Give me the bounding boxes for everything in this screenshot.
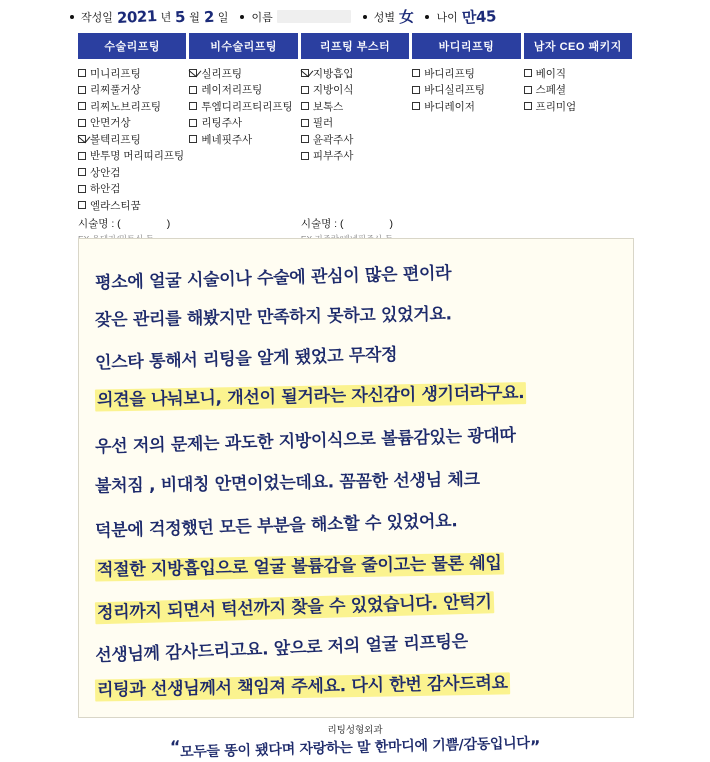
checkbox-row[interactable] bbox=[301, 115, 409, 132]
note-line-text: 리팅과 선생님께서 책임져 주세요. 다시 한번 감사드려요 bbox=[95, 672, 510, 701]
category-header-surgical-lifting: 수술리프팅 bbox=[78, 33, 186, 59]
checkbox-icon[interactable] bbox=[189, 119, 197, 127]
checkbox-row[interactable] bbox=[189, 131, 297, 148]
footer-quote: 모두들 똥이 됐다며 자랑하는 말 한마디에 기쁨/감동입니다 bbox=[180, 735, 530, 761]
checkbox-row-selected[interactable] bbox=[78, 131, 186, 148]
checkbox-icon[interactable] bbox=[301, 152, 309, 160]
checkbox-label: 프리미엄 bbox=[535, 100, 577, 113]
checkbox-label: 상안검 bbox=[90, 166, 121, 179]
checkbox-row[interactable] bbox=[78, 65, 186, 82]
category-header-male-ceo-package: 남자 CEO 패키지 bbox=[524, 33, 632, 59]
checkbox-label: 반투명 머리띠리프팅 bbox=[90, 150, 185, 163]
checkbox-checked-icon[interactable] bbox=[301, 69, 309, 77]
checkbox-label: 볼텍리프팅 bbox=[90, 133, 141, 146]
checkbox-icon[interactable] bbox=[78, 152, 86, 160]
checkbox-label: 리찌풀거상 bbox=[90, 84, 141, 97]
category-bar bbox=[0, 33, 710, 59]
checkbox-row[interactable] bbox=[78, 197, 186, 214]
note-line-text: 평소에 얼굴 시술이나 수술에 관심이 많은 편이라 bbox=[94, 263, 452, 294]
checkbox-icon[interactable] bbox=[189, 86, 197, 94]
treatment-name-label-1: 시술명 : ( bbox=[78, 217, 121, 230]
category-header-lifting-booster: 리프팅 부스터 bbox=[301, 33, 409, 59]
checkbox-label: 베네핏주사 bbox=[201, 133, 253, 146]
checkbox-label: 지방흡입 bbox=[312, 67, 354, 80]
checkbox-row[interactable] bbox=[78, 164, 186, 181]
checkbox-label: 리찌노브리프팅 bbox=[90, 100, 162, 113]
checkbox-label: 바디레이저 bbox=[424, 100, 475, 113]
checkbox-row-selected[interactable] bbox=[301, 65, 409, 82]
checkbox-icon[interactable] bbox=[524, 86, 532, 94]
note-line-highlighted bbox=[95, 376, 619, 410]
age-value: 만45 bbox=[461, 7, 497, 27]
note-line bbox=[95, 621, 620, 666]
checkbox-icon[interactable] bbox=[524, 102, 532, 110]
gender-label: 성별 bbox=[373, 11, 395, 24]
checkbox-icon[interactable] bbox=[301, 102, 309, 110]
checkbox-icon[interactable] bbox=[78, 185, 86, 193]
category-header-body-lifting: 바디리프팅 bbox=[412, 33, 520, 59]
checkbox-row[interactable] bbox=[78, 98, 186, 115]
note-line-text: 의견을 나눠보니, 개선이 될거라는 자신감이 생기더라구요. bbox=[95, 382, 527, 412]
checkbox-label: 보톡스 bbox=[312, 100, 344, 113]
bullet-icon-2 bbox=[240, 15, 244, 19]
checkbox-icon[interactable] bbox=[78, 86, 86, 94]
date-year-value: 2021 bbox=[116, 6, 158, 27]
checkbox-row[interactable] bbox=[189, 82, 297, 99]
checkbox-label: 실리프팅 bbox=[201, 67, 242, 80]
checkbox-row[interactable] bbox=[189, 98, 297, 115]
checkbox-icon[interactable] bbox=[301, 135, 309, 143]
checkbox-row[interactable] bbox=[78, 148, 186, 165]
category-header-nonsurgical-lifting: 비수술리프팅 bbox=[189, 33, 297, 59]
note-line-text: 인스타 통해서 리팅을 알게 됐었고 무작정 bbox=[94, 344, 398, 374]
treatment-name-close-3: ) bbox=[389, 217, 393, 230]
checkbox-icon[interactable] bbox=[412, 69, 420, 77]
note-line-text: 정리까지 되면서 턱선까지 찾을 수 있었습니다. 안턱기 bbox=[95, 591, 494, 624]
note-line-highlighted bbox=[95, 546, 619, 580]
checkbox-icon[interactable] bbox=[189, 135, 197, 143]
note-line bbox=[95, 418, 619, 458]
checklist-column-surgical-lifting bbox=[78, 65, 186, 214]
checkbox-row[interactable] bbox=[301, 131, 409, 148]
checkbox-icon[interactable] bbox=[412, 102, 420, 110]
note-line bbox=[95, 462, 619, 496]
checkbox-label: 안면거상 bbox=[90, 117, 131, 130]
checkbox-icon[interactable] bbox=[78, 102, 86, 110]
year-unit: 년 bbox=[160, 11, 172, 24]
note-line-text: 잦은 관리를 해봤지만 만족하지 못하고 있었거요. bbox=[94, 304, 452, 331]
checkbox-icon[interactable] bbox=[78, 168, 86, 176]
checkbox-row[interactable] bbox=[301, 148, 409, 165]
checkbox-row[interactable] bbox=[412, 98, 520, 115]
note-line-highlighted bbox=[95, 584, 619, 624]
checkbox-label: 스페셜 bbox=[535, 84, 567, 97]
note-line bbox=[95, 334, 619, 374]
checkbox-label: 바디실리프팅 bbox=[424, 84, 486, 97]
checkbox-row[interactable] bbox=[412, 65, 520, 82]
form-header bbox=[0, 0, 710, 31]
checkbox-label: 윤곽주사 bbox=[312, 133, 354, 146]
checkbox-row[interactable] bbox=[524, 98, 632, 115]
treatment-name-label-3: 시술명 : ( bbox=[300, 217, 344, 230]
note-line-text: 우선 저의 문제는 과도한 지방이식으로 볼륨감있는 광대따 bbox=[94, 425, 516, 458]
name-redacted-field bbox=[277, 10, 351, 23]
checkbox-row[interactable] bbox=[412, 82, 520, 99]
checklist-column-nonsurgical-lifting bbox=[189, 65, 297, 214]
note-line-text: 선생님께 감사드리고요. 앞으로 저의 얼굴 리프팅은 bbox=[94, 631, 469, 667]
checkbox-label: 레이저리프팅 bbox=[201, 84, 263, 97]
note-line-text: 덕분에 걱정했던 모든 부분을 해소할 수 있었어요. bbox=[94, 511, 458, 542]
checkbox-label: 바디리프팅 bbox=[424, 67, 475, 80]
age-label: 나이 bbox=[436, 11, 458, 24]
treatment-name-field-3[interactable] bbox=[301, 216, 409, 231]
date-month-value: 5 bbox=[174, 7, 186, 26]
checklist-column-lifting-booster bbox=[301, 65, 409, 214]
treatment-name-close-1: ) bbox=[166, 217, 171, 230]
treatment-name-field-1[interactable] bbox=[78, 216, 186, 231]
checkbox-row[interactable] bbox=[78, 82, 186, 99]
date-day-value: 2 bbox=[203, 7, 215, 26]
checklist-column-male-ceo-package bbox=[524, 65, 632, 214]
month-unit: 월 bbox=[189, 11, 200, 24]
checkbox-icon[interactable] bbox=[301, 119, 309, 127]
footer bbox=[0, 722, 710, 761]
checkbox-row[interactable] bbox=[189, 115, 297, 132]
day-unit: 일 bbox=[217, 11, 229, 24]
checkbox-checked-icon[interactable] bbox=[189, 69, 197, 77]
bullet-icon-3 bbox=[363, 15, 367, 19]
checkbox-label: 엘라스티꿈 bbox=[90, 199, 141, 212]
checkbox-row[interactable] bbox=[301, 98, 409, 115]
checkbox-row[interactable] bbox=[301, 82, 409, 99]
checkbox-icon[interactable] bbox=[78, 119, 86, 127]
note-line-highlighted bbox=[95, 666, 619, 700]
checklist-column-body-lifting bbox=[412, 65, 520, 214]
quote-close-mark: ” bbox=[529, 736, 541, 757]
checkbox-label: 베이직 bbox=[535, 67, 567, 80]
date-label: 작성일 bbox=[81, 11, 113, 24]
checkbox-label: 피부주사 bbox=[312, 150, 354, 163]
checkbox-icon[interactable] bbox=[412, 86, 420, 94]
checkbox-row[interactable] bbox=[524, 82, 632, 99]
gender-value: 女 bbox=[398, 7, 414, 27]
checkbox-row[interactable] bbox=[524, 65, 632, 82]
checkbox-label: 미니리프팅 bbox=[90, 67, 141, 80]
checkbox-icon[interactable] bbox=[78, 201, 86, 209]
footer-quote-row bbox=[0, 735, 710, 761]
note-line bbox=[95, 502, 619, 542]
checkbox-label: 투엠디리프티리프팅 bbox=[201, 100, 293, 113]
checklist-grid bbox=[0, 59, 710, 214]
name-label: 이름 bbox=[251, 11, 273, 24]
checkbox-label: 지방이식 bbox=[312, 84, 354, 97]
bullet-icon bbox=[70, 15, 74, 19]
handwritten-note-area bbox=[78, 238, 634, 718]
note-line-text: 불처짐 , 비대칭 안면이었는데요. 꼼꼼한 선생님 체크 bbox=[94, 469, 480, 497]
bullet-icon-4 bbox=[425, 15, 429, 19]
checkbox-icon[interactable] bbox=[189, 102, 197, 110]
checkbox-row-selected[interactable] bbox=[189, 65, 297, 82]
note-line bbox=[95, 296, 619, 330]
checkbox-icon[interactable] bbox=[524, 69, 532, 77]
checkbox-icon[interactable] bbox=[301, 86, 309, 94]
checkbox-row[interactable] bbox=[78, 115, 186, 132]
checkbox-checked-icon[interactable] bbox=[78, 135, 86, 143]
clinic-name: 리팅성형외과 bbox=[327, 725, 383, 736]
note-line bbox=[95, 254, 619, 294]
checkbox-label: 리팅주사 bbox=[201, 117, 242, 130]
checkbox-icon[interactable] bbox=[78, 69, 86, 77]
quote-open-mark: “ bbox=[169, 736, 181, 757]
checkbox-label: 하안검 bbox=[90, 183, 121, 196]
note-line-text: 적절한 지방흡입으로 얼굴 볼륨감을 줄이고는 물론 쉐입 bbox=[95, 552, 504, 581]
checkbox-label: 필러 bbox=[312, 117, 334, 130]
checkbox-row[interactable] bbox=[78, 181, 186, 198]
